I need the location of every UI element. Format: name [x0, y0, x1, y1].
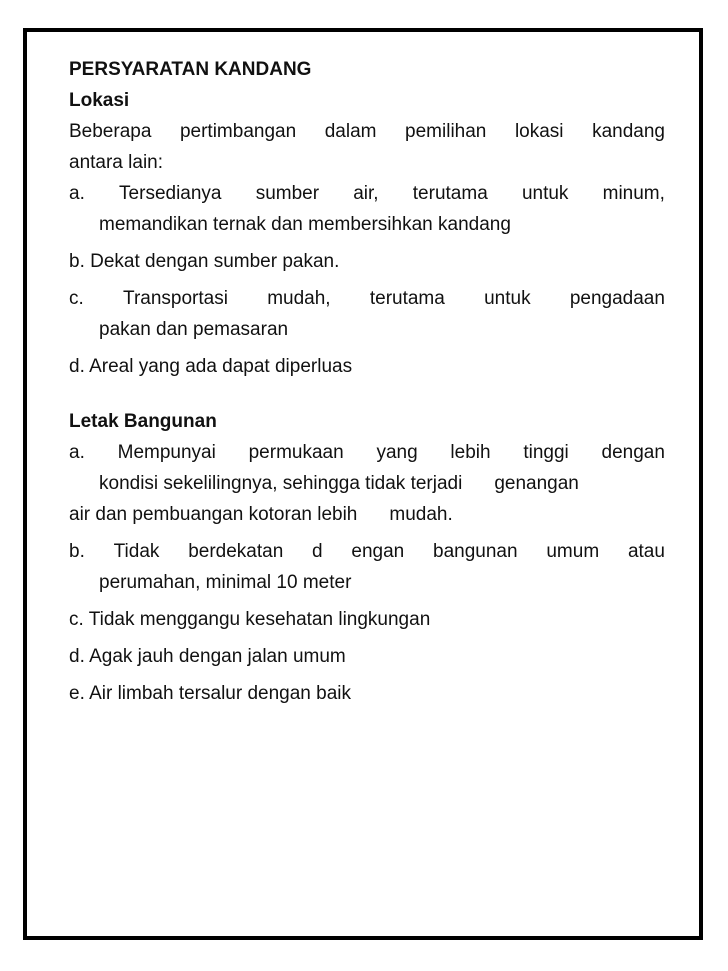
- word: air,: [353, 183, 379, 204]
- letak-item-d: d. Agak jauh dengan jalan umum: [69, 646, 346, 667]
- lokasi-item-a-line-1: [69, 178, 665, 209]
- list-marker: c.: [69, 288, 84, 309]
- letak-item-a-line-3: [69, 499, 665, 530]
- letak-item-a-line-2: [69, 468, 665, 499]
- word: Tersedianya: [119, 183, 222, 204]
- letak-item-c: c. Tidak menggangu kesehatan lingkungan: [69, 609, 431, 630]
- list-marker: b.: [69, 541, 85, 562]
- word: untuk: [521, 183, 569, 204]
- word: mudah,: [267, 288, 331, 309]
- page-frame: [23, 28, 703, 940]
- letak-item-b-line-2: perumahan, minimal 10 meter: [99, 572, 352, 593]
- document-body: [69, 54, 665, 709]
- word: dalam: [324, 121, 377, 142]
- letak-item-e: e. Air limbah tersalur dengan baik: [69, 683, 351, 704]
- word: pemilihan: [405, 121, 487, 142]
- list-marker: a.: [69, 183, 85, 204]
- letak-item-a-line-1: [69, 437, 665, 468]
- word: Tidak: [113, 541, 160, 562]
- lokasi-item-b: b. Dekat dengan sumber pakan.: [69, 251, 340, 272]
- text-segment: kondisi sekelilingnya, sehingga tidak terjadi: [99, 473, 463, 494]
- lokasi-intro-line-1: [69, 116, 665, 147]
- word: kandang: [592, 121, 665, 142]
- word: untuk: [484, 288, 531, 309]
- word: umum: [546, 541, 600, 562]
- lokasi-intro-line-2: antara lain:: [69, 152, 164, 173]
- word: permukaan: [248, 442, 344, 463]
- word: tinggi: [523, 442, 569, 463]
- word: Transportasi: [123, 288, 228, 309]
- section-heading-lokasi: Lokasi: [69, 90, 130, 111]
- word: Beberapa: [69, 121, 152, 142]
- word: dengan: [601, 442, 665, 463]
- word: bangunan: [433, 541, 518, 562]
- word: pertimbangan: [179, 121, 297, 142]
- lokasi-item-a-line-2: memandikan ternak dan membersihkan kandang: [99, 214, 511, 235]
- word: terutama: [412, 183, 488, 204]
- word: terutama: [369, 288, 445, 309]
- letak-item-b-line-1: [69, 536, 665, 567]
- word: engan: [351, 541, 405, 562]
- lokasi-item-c-line-2: pakan dan pemasaran: [99, 319, 289, 340]
- word: yang: [376, 442, 418, 463]
- word: atau: [627, 541, 665, 562]
- lokasi-item-c-line-1: [69, 283, 665, 314]
- word: berdekatan: [188, 541, 284, 562]
- word: Mempunyai: [117, 442, 216, 463]
- section-heading-letak-bangunan: Letak Bangunan: [69, 411, 217, 432]
- lokasi-item-d: d. Areal yang ada dapat diperluas: [69, 356, 353, 377]
- document-title: PERSYARATAN KANDANG: [69, 59, 312, 80]
- list-marker: a.: [69, 442, 85, 463]
- text-segment: genangan: [494, 473, 579, 494]
- word: sumber: [255, 183, 320, 204]
- word: lokasi: [514, 121, 564, 142]
- word: d: [312, 541, 323, 562]
- text-segment: air dan pembuangan kotoran lebih: [69, 504, 358, 525]
- word: lebih: [450, 442, 491, 463]
- word: minum,: [602, 183, 665, 204]
- text-segment: mudah.: [389, 504, 453, 525]
- word: pengadaan: [569, 288, 665, 309]
